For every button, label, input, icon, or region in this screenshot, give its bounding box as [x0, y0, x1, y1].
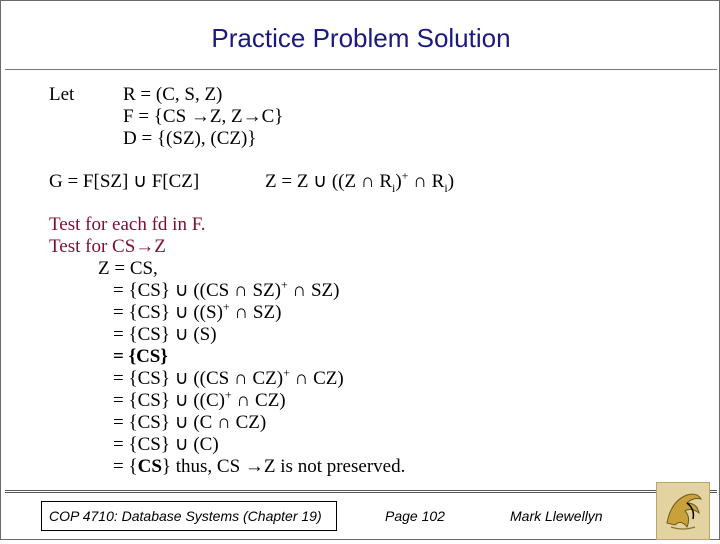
step-line: = {CS} ∪ (C ∩ CZ) [113, 412, 267, 433]
footer-divider [5, 490, 717, 491]
step-line: = {CS} [113, 346, 168, 367]
step-line: = {CS} ∪ (S) [113, 324, 217, 345]
test-each-fd: Test for each fd in F. [49, 214, 206, 235]
z-update-rule: Z = Z ∪ ((Z ∩ $R_i)^+$ ∩ $R_i$) [265, 168, 455, 195]
footer-page-number: Page 102 [385, 508, 445, 524]
z-init: Z = CS, [98, 258, 158, 279]
let-label: Let [49, 84, 75, 105]
step-line: = {CS} ∪ ((CS ∩ CZ)+ ∩ CZ) [113, 365, 344, 389]
title-divider [5, 69, 717, 70]
conclusion-line: = {CS} thus, CS →Z is not preserved. [113, 456, 406, 477]
def-r: R = (C, S, Z) [123, 84, 223, 105]
slide-title: Practice Problem Solution [211, 23, 511, 53]
footer-divider [5, 492, 717, 493]
g-definition: G = F[SZ] ∪ F[CZ] [49, 171, 200, 192]
footer-course: COP 4710: Database Systems (Chapter 19) [49, 508, 322, 524]
test-cs-z: Test for CS→Z [49, 236, 166, 257]
step-line: = {CS} ∪ ((CS ∩ SZ)+ ∩ SZ) [113, 277, 340, 301]
step-line: = {CS} ∪ ((S)+ ∩ SZ) [113, 299, 282, 323]
def-f: F = {CS →Z, Z→C} [123, 106, 284, 127]
step-line: = {CS} ∪ (C) [113, 434, 219, 455]
def-d: D = {(SZ), (CZ)} [123, 128, 257, 149]
step-line: = {CS} ∪ ((C)+ ∩ CZ) [113, 387, 286, 411]
ucf-pegasus-logo-icon [656, 482, 710, 540]
footer-author: Mark Llewellyn [510, 508, 603, 524]
